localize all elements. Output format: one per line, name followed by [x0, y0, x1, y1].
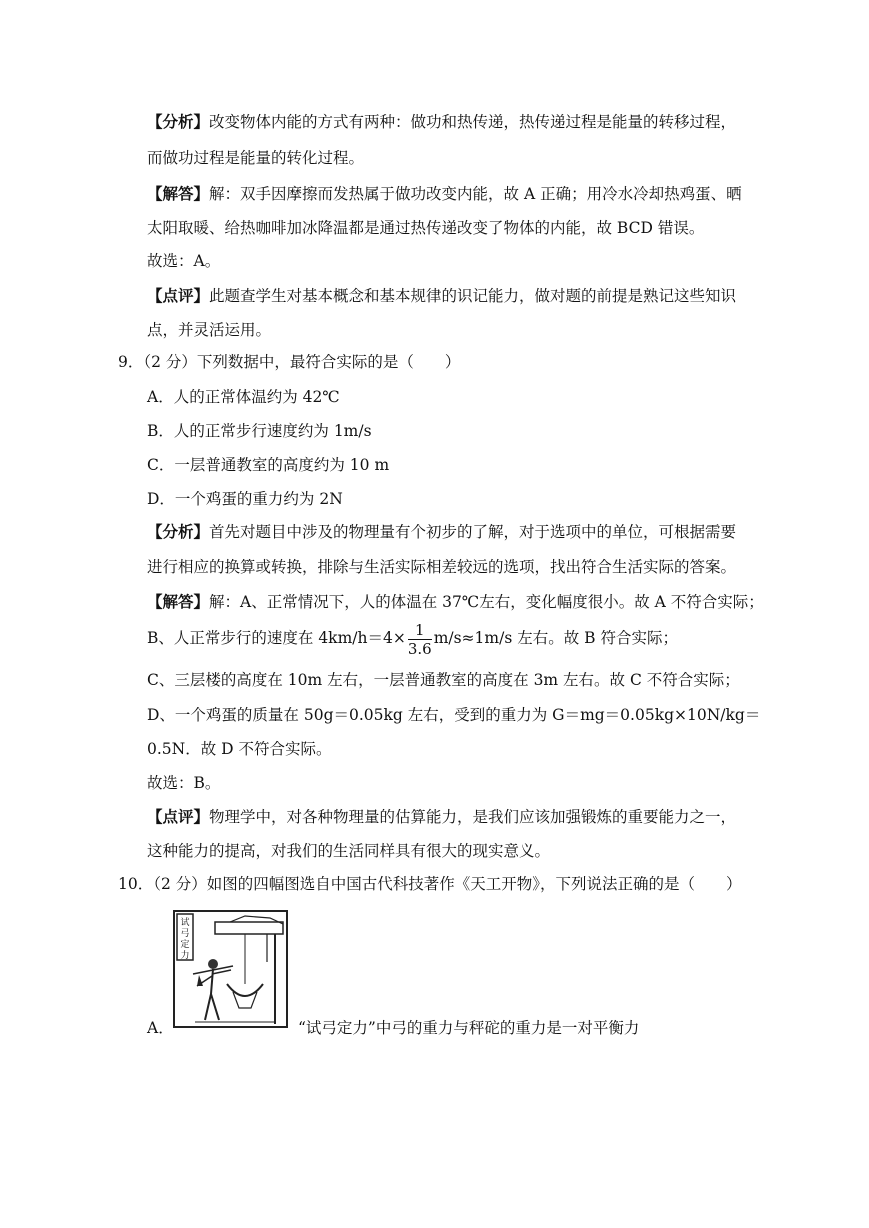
q9-fraction-denominator: 3.6	[407, 639, 432, 658]
figure-caption-char-1: 试	[180, 918, 190, 928]
q8-answer-line-1	[147, 184, 742, 204]
q9-answer-2-pre: B、人正常步行的速度在 4km/h＝4×	[147, 629, 406, 647]
q9-answer-line-4: D、一个鸡蛋的质量在 50g＝0.05kg 左右，受到的重力为 G＝mg＝0.05kg×10N/kg＝	[147, 706, 761, 724]
q9-option-c: C．一层普通教室的高度约为 10 m	[147, 456, 390, 474]
q9-answer-line-2	[147, 618, 678, 658]
figure-caption-char-2: 弓	[180, 929, 190, 939]
q9-stem: 9．（2 分）下列数据中，最符合实际的是（ ）	[118, 353, 461, 371]
q10-option-a-text: “试弓定力”中弓的重力与秤砣的重力是一对平衡力	[298, 1019, 640, 1037]
q9-comment-tag: 【点评】	[147, 808, 210, 826]
q9-option-b: B．人的正常步行速度约为 1m/s	[147, 422, 372, 440]
q9-fraction-numerator: 1	[408, 621, 432, 640]
q9-comment-line-1	[147, 807, 736, 827]
q9-analysis-tag: 【分析】	[147, 523, 210, 541]
q8-analysis-text-1: 改变物体内能的方式有两种：做功和热传递，热传递过程是能量的转移过程，	[209, 113, 737, 131]
q8-answer-line-2: 太阳取暖、给热咖啡加冰降温都是通过热传递改变了物体的内能，故 BCD 错误。	[147, 219, 705, 237]
figure-caption-char-4: 力	[180, 951, 190, 961]
q9-fraction	[408, 621, 432, 658]
q9-answer-line-1	[147, 592, 764, 612]
q9-analysis-text-1: 首先对题目中涉及的物理量有个初步的了解，对于选项中的单位，可根据需要	[209, 523, 737, 541]
q10-stem: 10．（2 分）如图的四幅图选自中国古代科技著作《天工开物》，下列说法正确的是（ ）	[118, 875, 742, 893]
q8-analysis-line-2: 而做功过程是能量的转化过程。	[147, 149, 365, 167]
q8-analysis-line-1	[147, 112, 736, 132]
q9-choose: 故选：B。	[147, 774, 221, 792]
q8-comment-tag: 【点评】	[147, 287, 210, 305]
q9-option-a: A．人的正常体温约为 42℃	[147, 388, 340, 406]
q9-comment-text-1: 物理学中，对各种物理量的估算能力，是我们应该加强锻炼的重要能力之一，	[209, 808, 737, 826]
q9-comment-line-2: 这种能力的提高，对我们的生活同样具有很大的现实意义。	[147, 842, 551, 860]
q9-option-d: D．一个鸡蛋的重力约为 2N	[147, 490, 343, 508]
q8-comment-text-1: 此题查学生对基本概念和基本规律的识记能力，做对题的前提是熟记这些知识	[209, 287, 737, 305]
q9-answer-line-3: C、三层楼的高度在 10m 左右，一层普通教室的高度在 3m 左右。故 C 不符合实际；	[147, 671, 740, 689]
q9-answer-tag: 【解答】	[147, 593, 210, 611]
q8-answer-tag: 【解答】	[147, 185, 210, 203]
q8-comment-line-2: 点，并灵活运用。	[147, 321, 272, 339]
bow-testing-drawing	[175, 912, 286, 1026]
bow-testing-illustration	[173, 910, 288, 1028]
q8-choose: 故选：A。	[147, 252, 221, 270]
q9-analysis-line-1	[147, 522, 736, 542]
q8-analysis-tag: 【分析】	[147, 113, 210, 131]
q8-comment-line-1	[147, 286, 736, 306]
q8-answer-text-1: 解：双手因摩擦而发热属于做功改变内能，故 A 正确；用冷水冷却热鸡蛋、晒	[209, 185, 742, 203]
q9-answer-2-post: m/s≈1m/s 左右。故 B 符合实际；	[433, 629, 678, 647]
q9-answer-line-5: 0.5N．故 D 不符合实际。	[147, 740, 332, 758]
q9-analysis-line-2: 进行相应的换算或转换，排除与生活实际相差较远的选项，找出符合生活实际的答案。	[147, 558, 737, 576]
figure-caption-char-3: 定	[180, 940, 190, 950]
q10-option-a-letter: A．	[147, 1019, 174, 1037]
q9-answer-text-1: 解：A、正常情况下，人的体温在 37℃左右，变化幅度很小。故 A 不符合实际；	[209, 593, 764, 611]
